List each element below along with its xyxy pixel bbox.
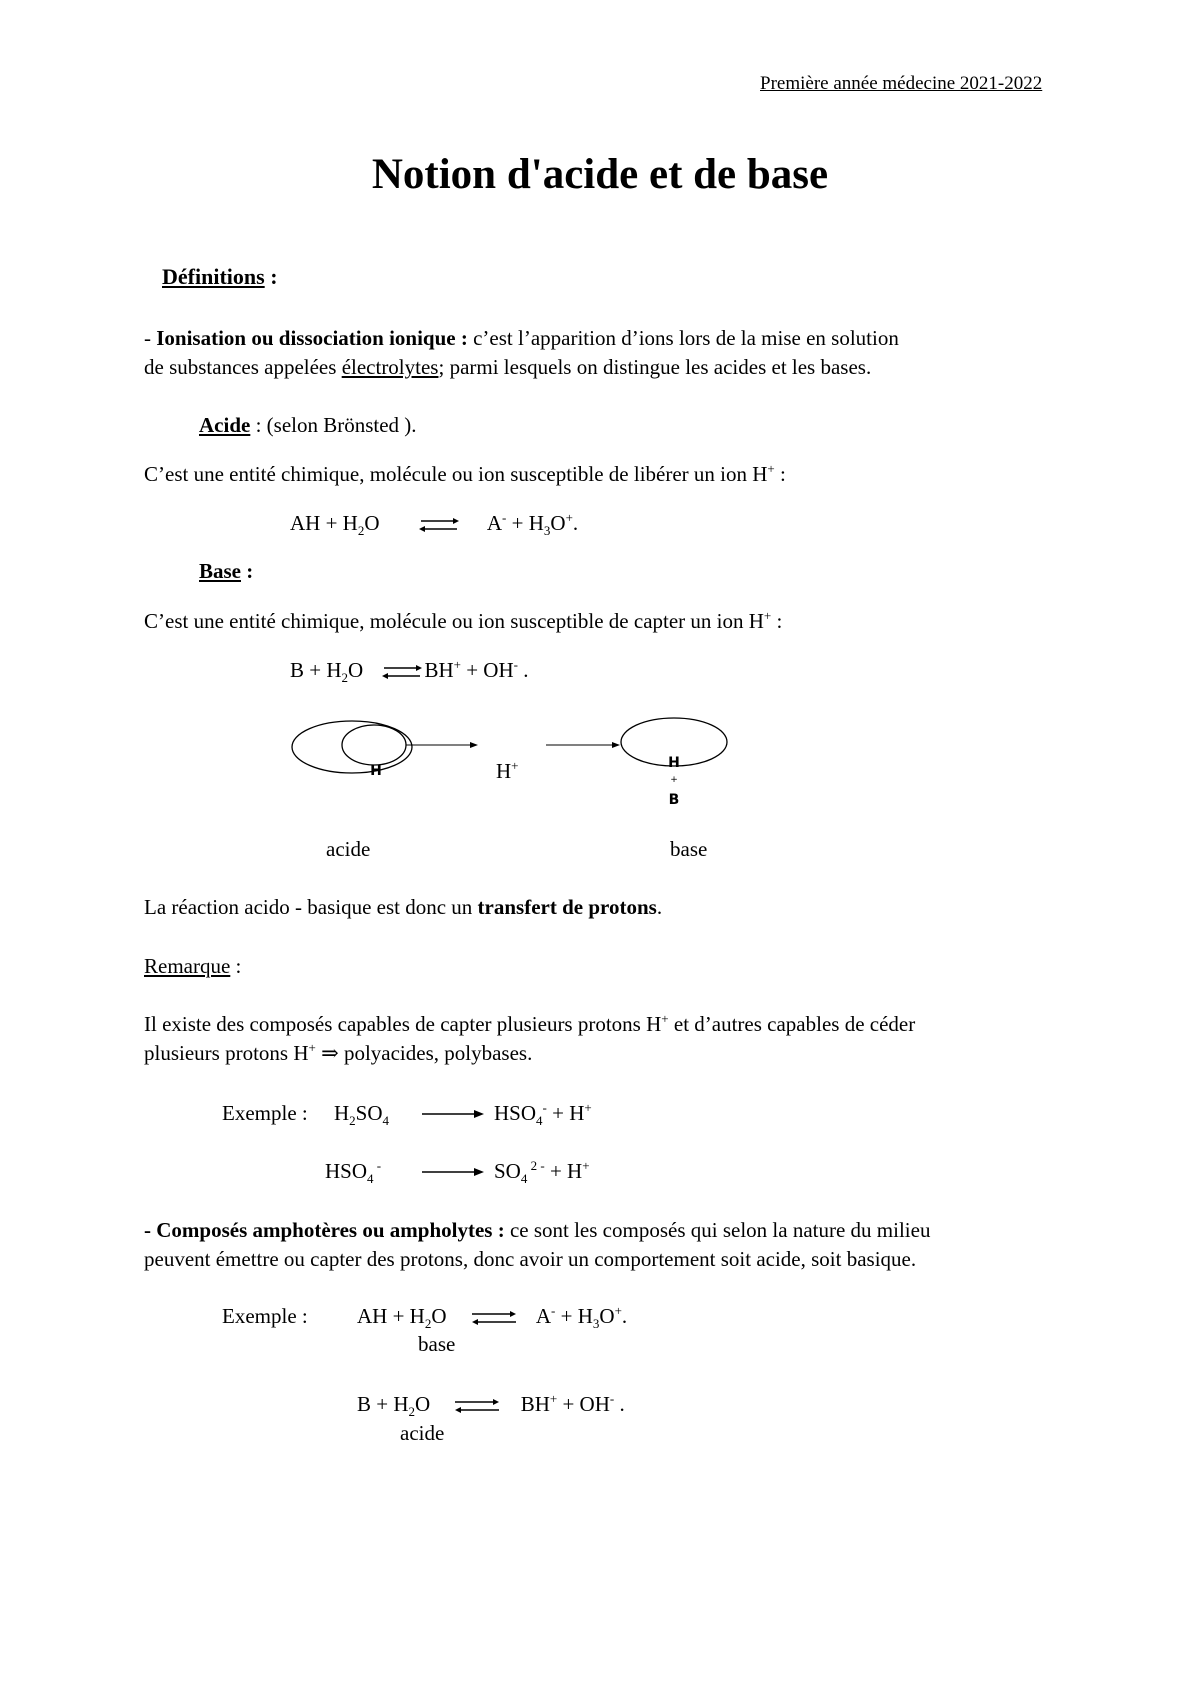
- ex2-eq2-right2: + OH: [557, 1392, 610, 1416]
- remarque-line-2b: ⇒ polyacides, polybases.: [315, 1041, 533, 1065]
- remarque-line-2: [144, 1040, 532, 1066]
- base-eq-end: .: [518, 658, 529, 682]
- diagram-h-left: H: [370, 763, 382, 779]
- ex1-eq2-right-sub: 4: [520, 1171, 528, 1187]
- equilibrium-arrow-icon: [407, 514, 477, 536]
- acide-inner-ellipse: [342, 725, 406, 765]
- ionisation-dash: -: [144, 326, 157, 350]
- proton-transfer-diagram: [290, 712, 750, 822]
- remarque-line-1-plus: +: [661, 1011, 669, 1026]
- ionisation-term: Ionisation ou dissociation ionique :: [156, 326, 468, 350]
- remarque-line-1-text: Il existe des composés capables de capter plusieurs protons H: [144, 1012, 662, 1036]
- ex1-eq1-left-h: H: [334, 1101, 350, 1125]
- base-suffix: :: [241, 559, 254, 583]
- reaction-text: La réaction acido - basique est donc un: [144, 895, 478, 919]
- definitions-heading: [162, 263, 278, 291]
- diagram-b: B: [668, 792, 680, 808]
- ex2-eq1-right-sup: -: [551, 1303, 556, 1318]
- ex2-eq1-right: A: [535, 1304, 552, 1328]
- ex1-eq1-right-sub: 4: [536, 1113, 543, 1129]
- ionisation-line-1: [144, 325, 899, 351]
- ionisation-text-1: c’est l’apparition d’ions lors de la mise en solution: [467, 326, 899, 350]
- ex2-eq2-right-sup: +: [549, 1391, 558, 1406]
- acide-definition: [144, 461, 786, 487]
- base-eq-left: B + H: [290, 658, 342, 682]
- ex2-eq1-right2-mid: O: [599, 1304, 615, 1328]
- ex2-eq2-right2-sup: -: [609, 1391, 615, 1406]
- ex2-eq2-left-sub: 2: [408, 1404, 416, 1420]
- acide-eq-end: .: [572, 511, 579, 535]
- acide-definition-text: C’est une entité chimique, molécule ou ion susceptible de libérer un ion H: [144, 462, 768, 486]
- diagram-proton-sup: +: [511, 758, 519, 773]
- acide-eq-left: AH + H: [290, 511, 358, 535]
- exemple1-eq2-left: [325, 1158, 382, 1187]
- ex2-eq1-right2-sub: 3: [592, 1316, 600, 1332]
- acide-eq-right1-sup: -: [502, 510, 507, 525]
- remarque-colon: :: [230, 954, 242, 978]
- acide-eq-left-end: O: [364, 511, 380, 535]
- amphoteres-line-2: peuvent émettre ou capter des protons, donc avoir un comportement soit acide, soit basique.: [144, 1247, 917, 1271]
- equilibrium-arrow-icon: [466, 1307, 526, 1329]
- ex2-eq1-right2: + H: [555, 1304, 593, 1328]
- definitions-label: Définitions: [162, 264, 265, 289]
- reaction-line: [144, 894, 662, 920]
- base-definition: [144, 608, 782, 634]
- base-definition-text: C’est une entité chimique, molécule ou ion susceptible de capter un ion H: [144, 609, 764, 633]
- base-eq-right1: BH: [424, 658, 454, 682]
- exemple2-eq2-role: acide: [400, 1421, 445, 1445]
- exemple2-label: Exemple :: [222, 1304, 308, 1328]
- exemple1-eq2-right: [494, 1158, 590, 1187]
- diagram-h-right: H: [668, 755, 680, 771]
- exemple2-eq1: [357, 1303, 628, 1332]
- ex2-eq2-left-end: O: [415, 1392, 431, 1416]
- acide-eq-right1: A: [486, 511, 503, 535]
- ex2-eq1-right2-sup: +: [614, 1303, 622, 1318]
- remarque-line-2-plus: +: [308, 1040, 316, 1055]
- diagram-plus: +: [670, 775, 678, 785]
- ex1-eq2-right-end: + H: [544, 1159, 583, 1183]
- ionisation-line-2: [144, 354, 871, 380]
- ex1-eq1-left-mid: SO: [355, 1101, 383, 1125]
- amphoteres-dash: -: [144, 1218, 157, 1242]
- exemple1-eq1-right: [494, 1100, 592, 1129]
- ex1-eq1-right-end: + H: [546, 1101, 585, 1125]
- ex1-eq1-plus: +: [584, 1100, 592, 1115]
- base-eq-left-end: O: [348, 658, 364, 682]
- remarque-line-1: [144, 1011, 915, 1037]
- base-equation: [290, 657, 529, 686]
- equilibrium-arrow-icon: [380, 661, 424, 683]
- base-def-plus: +: [763, 608, 772, 623]
- equilibrium-arrow-icon: [449, 1395, 509, 1417]
- remarque-line-2-text: plusieurs protons H: [144, 1041, 309, 1065]
- reaction-end: .: [656, 895, 663, 919]
- amphoteres-line-1: [144, 1217, 930, 1243]
- acide-suffix: : (selon Brönsted ).: [250, 413, 417, 437]
- base-eq-left-sub: 2: [341, 670, 349, 686]
- ex2-eq1-left-sub: 2: [424, 1316, 432, 1332]
- ex1-eq2-left: HSO: [325, 1159, 368, 1183]
- diagram-proton-h: H: [496, 759, 512, 783]
- base-eq-right1-sup: +: [453, 657, 461, 672]
- base-def-end: :: [771, 609, 783, 633]
- ex2-eq2-left: B + H: [357, 1392, 409, 1416]
- page-title: Notion d'acide et de base: [371, 151, 829, 198]
- base-heading: [199, 558, 253, 584]
- definitions-colon: :: [264, 264, 278, 289]
- amphoteres-term: Composés amphotères ou ampholytes :: [156, 1218, 505, 1242]
- acide-eq-left-sub: 2: [357, 523, 365, 539]
- ex2-eq2-right: BH: [520, 1392, 550, 1416]
- exemple1-eq1-left: [334, 1100, 390, 1129]
- page-header: Première année médecine 2021-2022: [760, 73, 1043, 94]
- reaction-bold: transfert de protons: [477, 895, 657, 919]
- ex1-eq2-left-sub: 4: [367, 1171, 374, 1187]
- reaction-arrow-icon: [420, 1107, 486, 1121]
- base-label: Base: [199, 559, 241, 583]
- ex2-eq1-left-end: O: [431, 1304, 447, 1328]
- remarque-heading: [144, 953, 241, 979]
- acide-label: Acide: [199, 413, 251, 437]
- ex2-eq1-end: .: [621, 1304, 628, 1328]
- exemple2-eq1-role: base: [418, 1332, 456, 1356]
- ex1-eq2-plus: +: [582, 1158, 590, 1173]
- ex1-eq1-left-sub2: 4: [382, 1113, 390, 1129]
- exemple1-label: Exemple :: [222, 1101, 308, 1125]
- remarque-label: Remarque: [144, 954, 231, 978]
- arrow-to-proton-head: [470, 742, 478, 748]
- ex1-eq1-right-sup: -: [542, 1100, 547, 1115]
- ionisation-text-2b: ; parmi lesquels on distingue les acides et les bases.: [438, 355, 872, 379]
- arrow-to-base-head: [612, 742, 620, 748]
- base-eq-right2: + OH: [460, 658, 514, 682]
- electrolytes-term: électrolytes: [341, 355, 439, 379]
- ex1-eq2-right: SO: [494, 1159, 521, 1183]
- diagram-label-base: base: [670, 837, 708, 861]
- acide-eq-right2-sub: 3: [543, 523, 551, 539]
- ex2-eq1-left: AH + H: [357, 1304, 425, 1328]
- exemple2-eq2: [357, 1391, 625, 1420]
- acide-def-end: :: [774, 462, 786, 486]
- ex1-eq2-right-sup: 2 -: [527, 1158, 545, 1173]
- diagram-label-acide: acide: [326, 837, 371, 861]
- diagram-proton: [496, 758, 519, 784]
- base-eq-right2-sup: -: [513, 657, 518, 672]
- reaction-arrow-icon: [420, 1165, 486, 1179]
- acide-heading: [199, 412, 417, 438]
- acide-def-plus: +: [767, 461, 775, 476]
- ionisation-text-2a: de substances appelées: [144, 355, 342, 379]
- acide-eq-right2-sup: +: [565, 510, 573, 525]
- ex2-eq2-end: .: [614, 1392, 625, 1416]
- acide-equation: [290, 510, 579, 539]
- acide-eq-right2-mid: O: [550, 511, 566, 535]
- ex1-eq2-left-sup: -: [373, 1158, 382, 1173]
- remarque-line-1b: et d’autres capables de céder: [668, 1012, 916, 1036]
- ex1-eq1-right: HSO: [494, 1101, 537, 1125]
- amphoteres-text-1: ce sont les composés qui selon la nature du milieu: [504, 1218, 931, 1242]
- acide-eq-right2: + H: [506, 511, 544, 535]
- ex1-eq1-left-sub1: 2: [349, 1113, 356, 1129]
